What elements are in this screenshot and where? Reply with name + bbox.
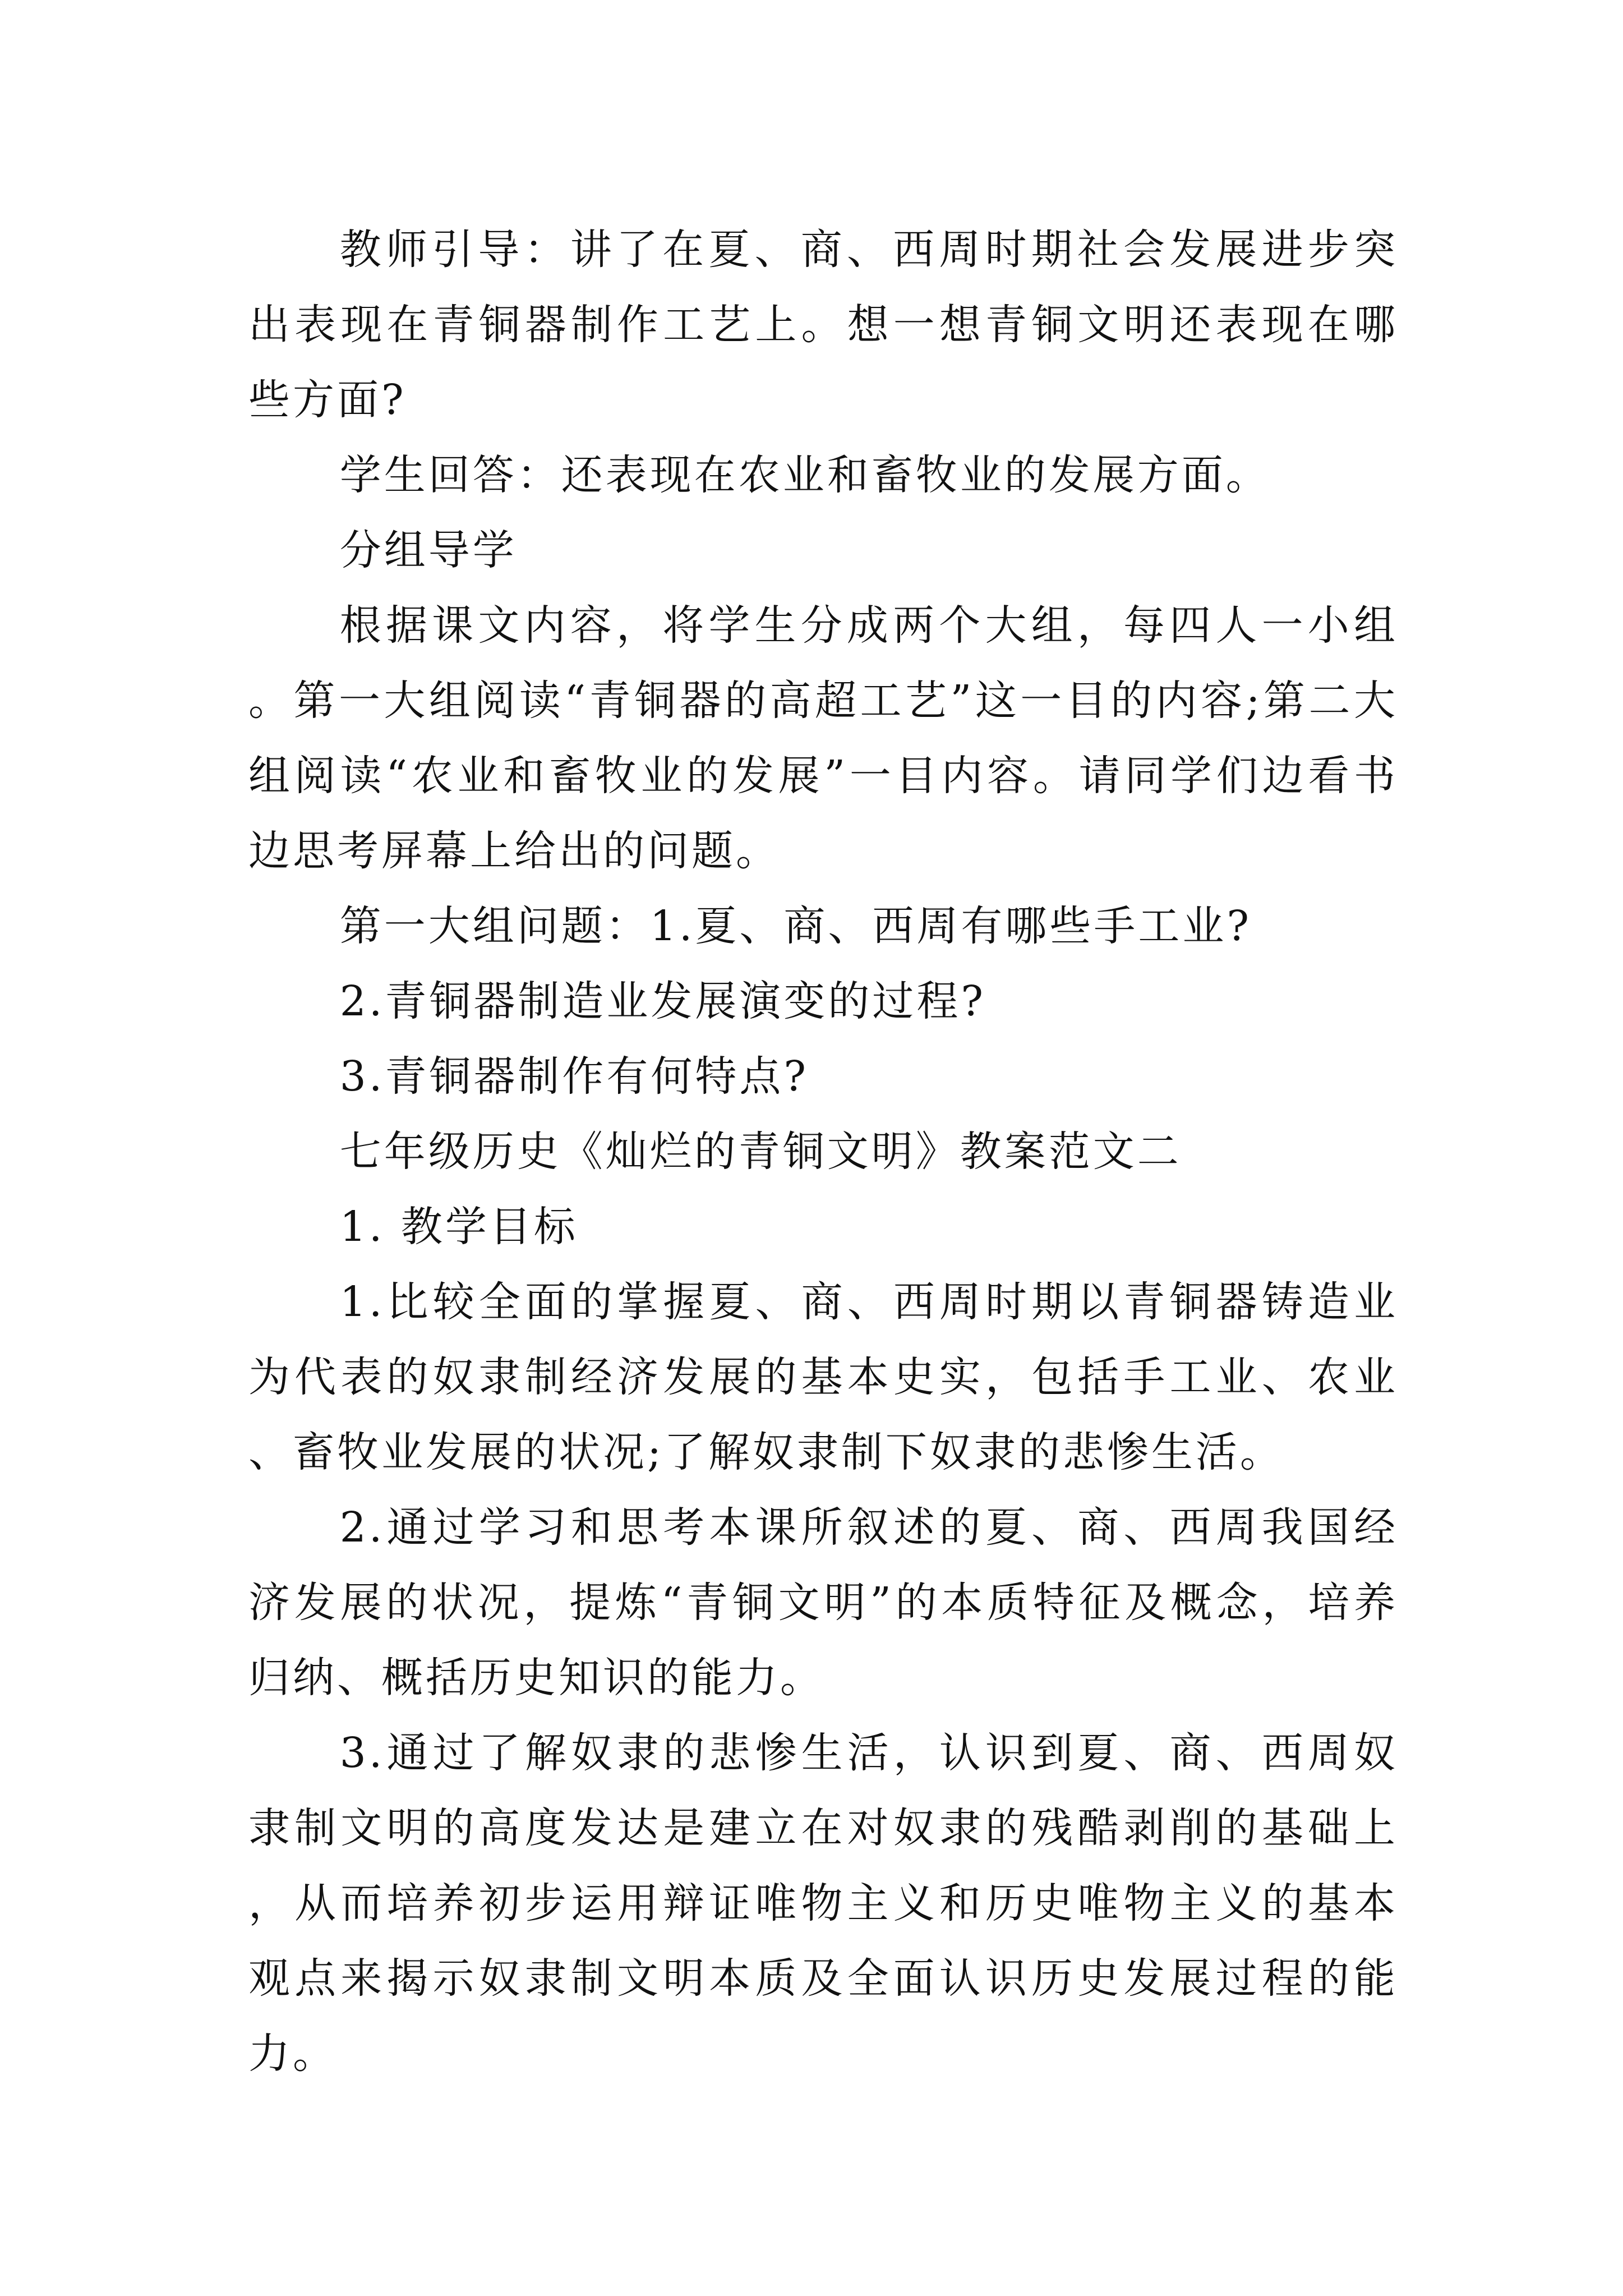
paragraph-goal-1: 1.比较全面的掌握夏、商、西周时期以青铜器铸造业为代表的奴隶制经济发展的基本史实，包括手工业、农业、畜牧业发展的状况;了解奴隶制下奴隶的悲惨生活。 (248, 1278, 1398, 1476)
paragraph-lesson-plan-title: 七年级历史《灿烂的青铜文明》教案范文二 (339, 1128, 1182, 1176)
paragraph-teacher-guidance: 教师引导：讲了在夏、商、西周时期社会发展进步突出表现在青铜器制作工艺上。想一想青铜文明还表现在哪些方面? (248, 226, 1398, 424)
document-body (248, 212, 1398, 2091)
paragraph-group-instructions: 根据课文内容，将学生分成两个大组，每四人一小组。第一大组阅读“青铜器的高超工艺”这一目的内容;第二大组阅读“农业和畜牧业的发展”一目内容。请同学们边看书边思考屏幕上给出的问题。 (248, 601, 1398, 875)
paragraph-student-answer: 学生回答：还表现在农业和畜牧业的发展方面。 (339, 451, 1270, 499)
paragraph-goal-2: 2.通过学习和思考本课所叙述的夏、商、西周我国经济发展的状况，提炼“青铜文明”的本质特征及概念，培养归纳、概括历史知识的能力。 (248, 1503, 1398, 1702)
paragraph-teaching-goals-heading: 1. 教学目标 (339, 1203, 578, 1251)
paragraph-group-one-question-1: 第一大组问题：1.夏、商、西周有哪些手工业? (339, 902, 1252, 950)
paragraph-group-one-question-3: 3.青铜器制作有何特点? (339, 1052, 809, 1101)
paragraph-group-one-question-2: 2.青铜器制造业发展演变的过程? (339, 977, 986, 1025)
paragraph-goal-3: 3.通过了解奴隶的悲惨生活，认识到夏、商、西周奴隶制文明的高度发达是建立在对奴隶的残酷剥削的基础上，从而培养初步运用辩证唯物主义和历史唯物主义的基本观点来揭示奴隶制文明本质及全面认识历史发展过程的能力。 (248, 1729, 1398, 2078)
paragraph-group-study-heading: 分组导学 (339, 526, 517, 574)
